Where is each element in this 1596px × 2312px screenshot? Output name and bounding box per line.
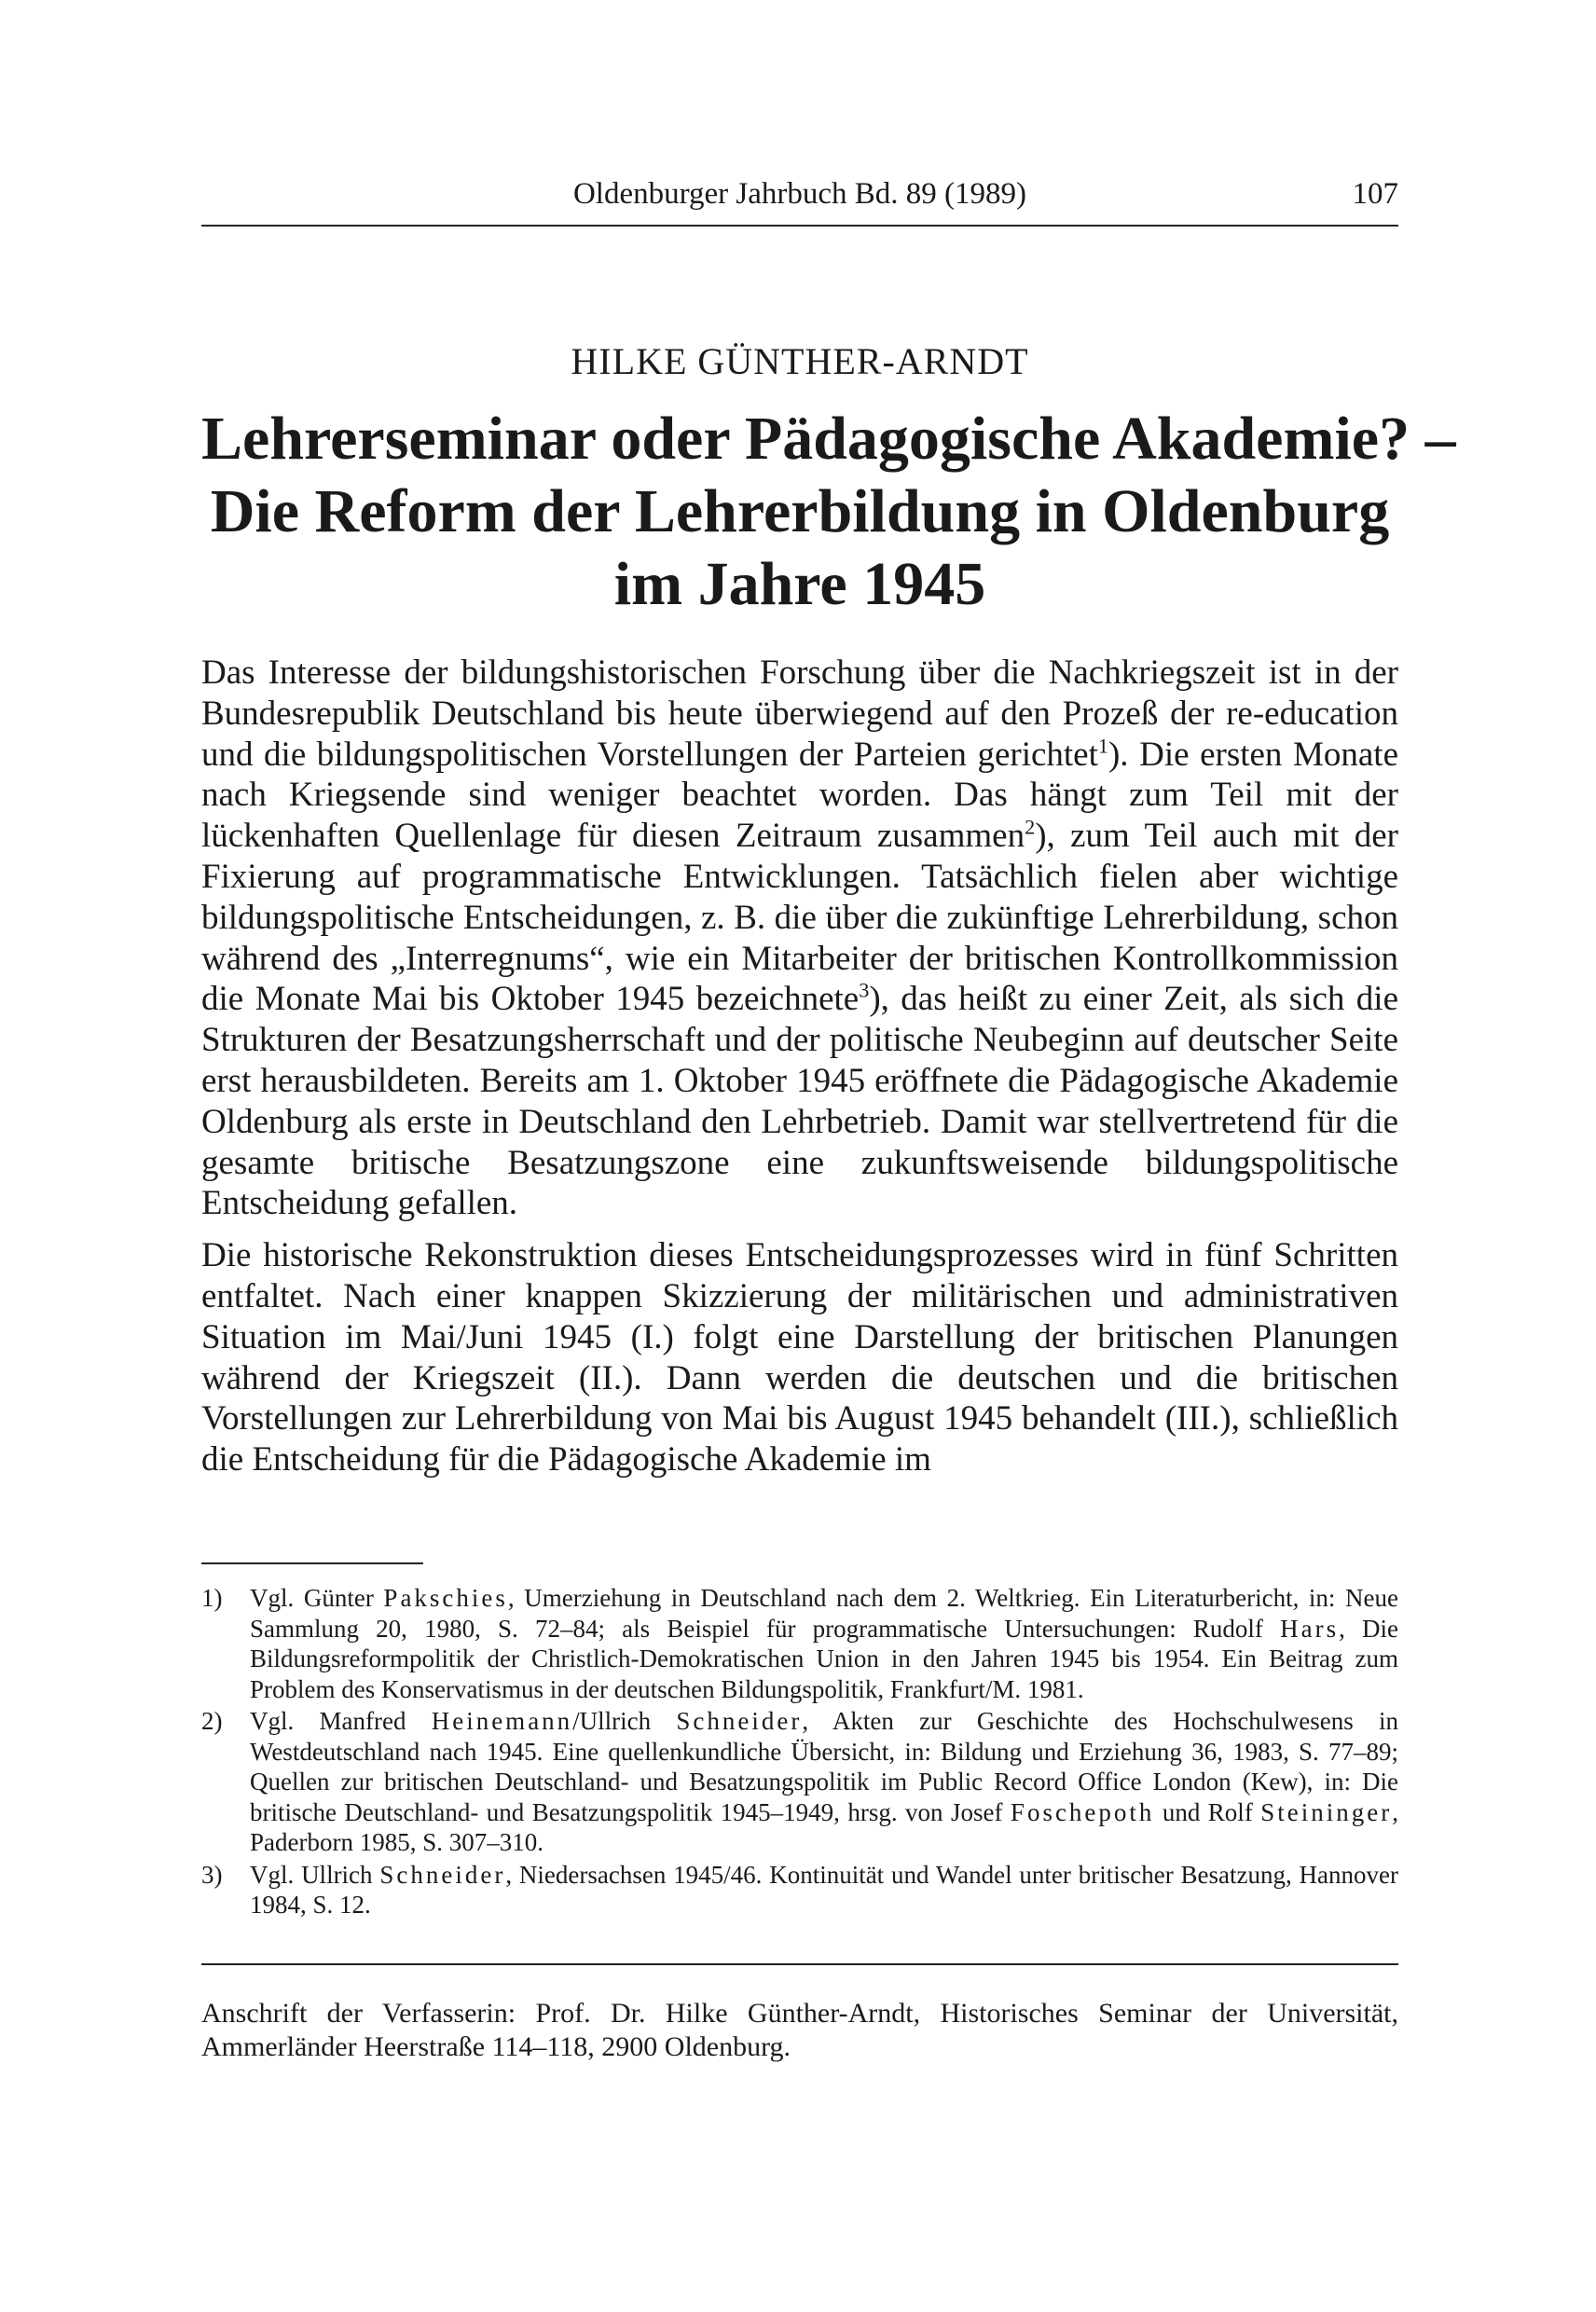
footnote-ref-2: 2 xyxy=(1025,815,1036,839)
journal-title: Oldenburger Jahrbuch Bd. 89 (1989) xyxy=(572,177,1027,211)
body-paragraph-1 xyxy=(201,653,1398,1224)
title-line-3: im Jahre 1945 xyxy=(613,550,986,618)
cited-author: Heinemann xyxy=(431,1707,573,1735)
cited-author: Pakschies xyxy=(383,1584,508,1612)
footnote-marker: 3) xyxy=(201,1860,223,1889)
footnote-2 xyxy=(201,1706,1398,1858)
footnote-marker: 2) xyxy=(201,1707,223,1735)
author-address: Anschrift der Verfasserin: Prof. Dr. Hilke Günther-Arndt, Historisches Seminar der Universität, Ammerländer Heerstraße 114–118, 2900 Oldenburg. xyxy=(201,1998,1398,2062)
body-paragraph-2: Die historische Rekonstruktion dieses Entscheidungsprozesses wird in fünf Schritten entfaltet. Nach einer knappen Skizzierung der militärischen und administrativen Situation im Mai/Juni 1945 (I.) folgt eine Darstellung der britischen Planungen während der Kriegszeit (II.). Dann werden die deutschen und die britischen Vorstellungen zur Lehrerbildung von Mai bis August 1945 behandelt (III.), schließlich die Entscheidung für die Pädagogische Akademie im xyxy=(201,1236,1398,1479)
footnote-text: /Ullrich xyxy=(572,1707,677,1735)
paragraph-text: ), zum Teil auch mit der Fixierung auf programmatische Entwicklungen. Tatsächlich fielen aber wichtige bildungspolitische Entscheidungen, z. B. die über die zukünftige Lehrerbildung, schon während des „Interregnums“, wie ein Mitarbeiter der britischen Kontrollkommission die Monate Mai bis Oktober 1945 bezeichnete xyxy=(201,817,1398,1019)
paragraph-text: ). Die ersten Monate nach Kriegsende sind weniger beachtet worden. Das hängt zum Teil mit der lückenhaften Quellenlage für diesen Zeitraum zusammen xyxy=(201,735,1398,856)
footnote-rule xyxy=(201,1562,423,1564)
footnote-text: , Die Bildungsreformpolitik der Christlich-Demokratischen Union in den Jahren 1945 bis 1954. Ein Beitrag zum Problem des Konservatismus in der deutschen Bildungspolitik, Frankfurt/M. 1981. xyxy=(250,1614,1399,1703)
header-rule xyxy=(201,225,1398,227)
article-body xyxy=(201,653,1398,1492)
footnotes xyxy=(201,1583,1398,1922)
cited-author: Schneider xyxy=(379,1860,506,1889)
footnote-text: , Umerziehung in Deutschland nach dem 2. Weltkrieg. Ein Literaturbericht, in: Neue Sammlung 20, 1980, S. 72–84; als Beispiel für programmatische Untersuchungen: Rudolf xyxy=(250,1584,1398,1643)
paragraph-text: ), das heißt zu einer Zeit, als sich die Strukturen der Besatzungsherrschaft und der politische Neubeginn auf deutscher Seite erst herausbildeten. Bereits am 1. Oktober 1945 eröffnete die Pädagogische Akademie Oldenburg als erste in Deutschland den Lehrbetrieb. Damit war stellvertretend für die gesamte britische Besatzungszone eine zukunftsweisende bildungspolitische Entscheidung gefallen. xyxy=(201,980,1398,1223)
article-title xyxy=(201,403,1456,621)
title-line-1: Lehrerseminar oder Pädagogische Akademie? – xyxy=(201,405,1456,473)
footnote-text: Vgl. Ullrich xyxy=(250,1860,380,1889)
cited-author: Foschepoth xyxy=(1010,1797,1155,1826)
footnote-text: , Paderborn 1985, S. 307–310. xyxy=(250,1797,1398,1856)
footnote-3 xyxy=(201,1860,1398,1920)
footnote-text: Vgl. Manfred xyxy=(250,1707,432,1735)
footnote-text: , Akten zur Geschichte des Hochschulwesens in Westdeutschland nach 1945. Eine quellenkundliche Übersicht, in: Bildung und Erziehung 36, 1983, S. 77–89; Quellen zur britischen Deutschland- und Besatzungspolitik im Public Record Office London (Kew), in: Die britische Deutschland- und Besatzungspolitik 1945–1949, hrsg. von Josef xyxy=(250,1707,1398,1826)
footnote-text: Vgl. Günter xyxy=(250,1584,384,1612)
footnote-marker: 1) xyxy=(201,1584,223,1612)
footnote-1 xyxy=(201,1583,1398,1704)
footnote-text: und Rolf xyxy=(1154,1797,1261,1826)
footnote-ref-3: 3 xyxy=(859,979,870,1003)
cited-author: Steininger xyxy=(1260,1797,1393,1826)
paragraph-text: Das Interesse der bildungshistorischen Forschung über die Nachkriegszeit ist in der Bundesrepublik Deutschland bis heute überwiegend auf den Prozeß der re-education und die bildungspolitischen Vorstellungen der Parteien gerichtet xyxy=(201,654,1398,774)
article-author: HILKE GÜNTHER-ARNDT xyxy=(571,340,1029,382)
page-number: 107 xyxy=(1352,177,1398,211)
address-rule xyxy=(201,1963,1398,1965)
cited-author: Hars xyxy=(1280,1614,1340,1643)
footnote-ref-1: 1 xyxy=(1097,734,1108,758)
footnote-text: , Niedersachsen 1945/46. Kontinuität und Wandel unter britischer Besatzung, Hannover 1984, S. 12. xyxy=(250,1860,1398,1919)
title-line-2: Die Reform der Lehrerbildung in Oldenburg xyxy=(210,477,1390,545)
cited-author: Schneider xyxy=(676,1707,803,1735)
running-head xyxy=(201,170,1398,218)
